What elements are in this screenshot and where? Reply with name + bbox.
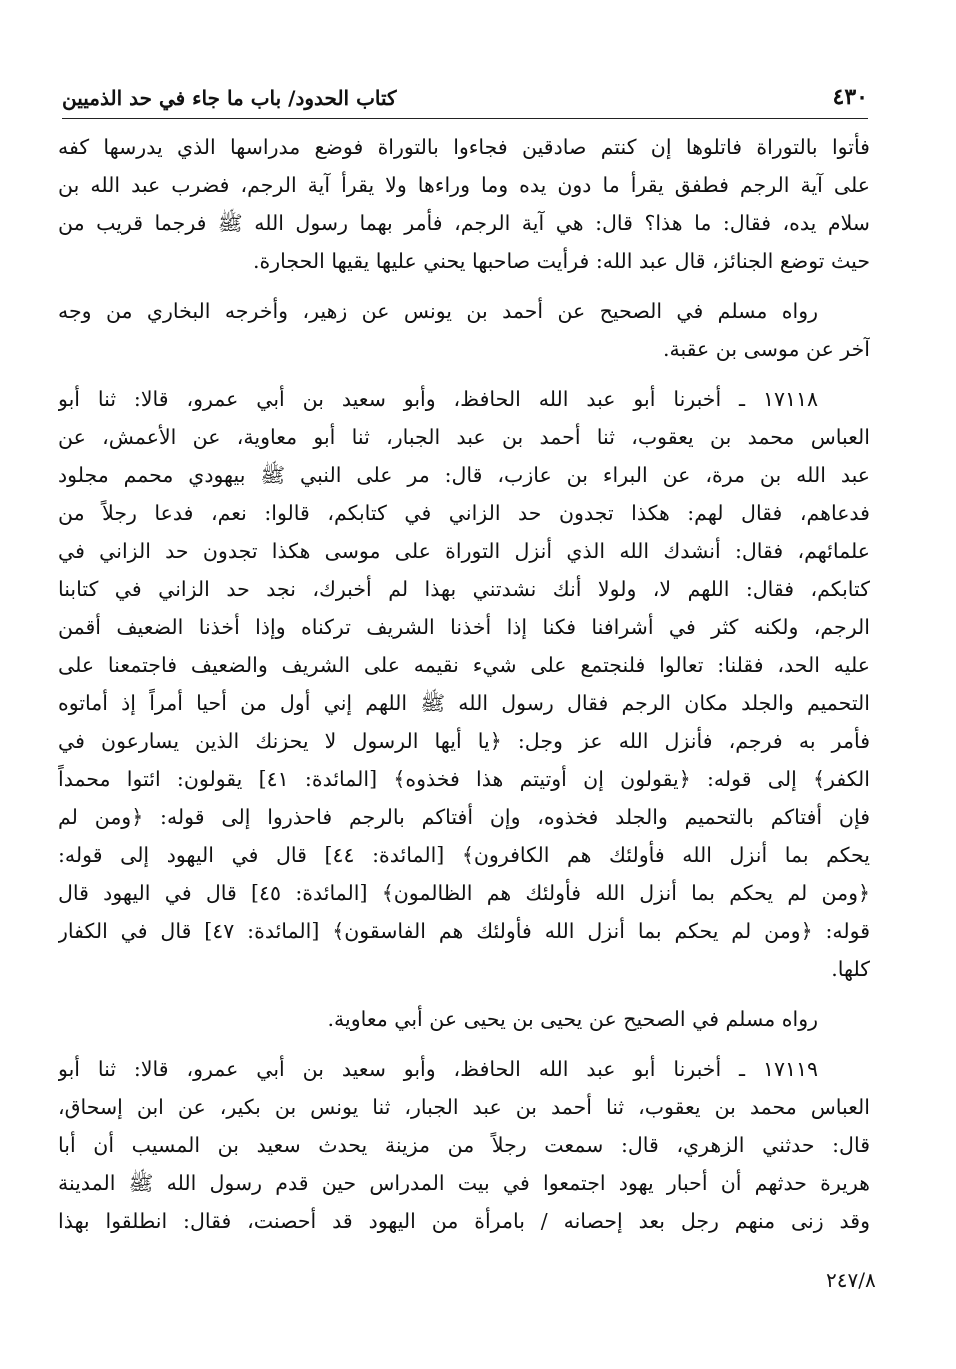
main-text [58, 128, 870, 1240]
text-line: فدعاهم، فقال لهم: هكذا تجدون حد الزاني في كتابكم، قالوا: نعم، فدعا رجلاً من [58, 501, 870, 525]
text-line: فأمر به فرجم، فأنزل الله عز وجل: ﴿يا أيها الرسول لا يحزنك الذين يسارعون في [58, 729, 870, 753]
text-line: الرجم، ولكنه كثر في أشرافنا فكنا إذا أخذنا الشريف تركناه وإذا أخذنا الضعيف أقمن [58, 615, 870, 639]
text-line: يحكم بما أنزل الله فأولئك هم الكافرون﴾ [المائدة: ٤٤] قال في اليهود إلى قوله: [58, 843, 870, 867]
text-line: فإن أفتاكم بالتحميم والجلد فخذوه، وإن أفتاكم بالرجم فاحذروا إلى قوله: ﴿ومن لم [58, 805, 870, 829]
text-line: الكفر﴾ إلى قوله: ﴿يقولون إن أوتيتم هذا فخذوه﴾ [المائدة: ٤١] يقولون: ائتوا محمداً [58, 767, 870, 791]
text-line: العباس محمد بن يعقوب، ثنا أحمد بن عبد الجبار، ثنا أبو معاوية، عن الأعمش، عن [58, 425, 870, 449]
text-line: حيث توضع الجنائز، قال عبد الله: فرأيت صاحبها يحني عليها يقيها الحجارة. [253, 249, 870, 273]
text-line: ١٧١١٩ ـ أخبرنا أبو عبد الله الحافظ، وأبو سعيد بن أبي عمرو، قالا: ثنا أبو [58, 1057, 818, 1081]
text-line: آخر عن موسى بن عقبة. [662, 337, 870, 361]
hadith-17119 [58, 1050, 870, 1240]
text-line: علمائهم، فقال: أنشدك الله الذي أنزل التوراة على موسى هكذا تجدون حد الزاني في [58, 539, 870, 563]
running-title: كتاب الحدود/ باب ما جاء في حد الذميين [62, 86, 397, 110]
text-line: سلام يده، فقال: ما هذا؟ قال: هي آية الرجم، فأمر بهما رسول الله ﷺ فرجما قريب من [58, 211, 870, 235]
text-line: رواه مسلم في الصحيح عن يحيى بن يحيى عن أبي معاوية. [327, 1007, 818, 1031]
text-line: هريرة حدثهم أن أحبار يهود اجتمعوا في بيت المدراس حين قدم رسول الله ﷺ المدينة [58, 1171, 870, 1195]
text-line: وقد زنى منهم رجل بعد إحصانه / بامرأة من اليهود قد أحصنت، فقال: انطلقوا بهذا [58, 1209, 870, 1233]
text-line: العباس محمد بن يعقوب، ثنا أحمد بن عبد الجبار، ثنا يونس بن بكير، عن ابن إسحاق، [58, 1095, 870, 1119]
text-line: ١٧١١٨ ـ أخبرنا أبو عبد الله الحافظ، وأبو سعيد بن أبي عمرو، قالا: ثنا أبو [58, 387, 818, 411]
page-header [62, 78, 868, 119]
paragraph-2 [58, 292, 870, 368]
page-number: ٤٣٠ [832, 84, 868, 110]
text-line: على آية الرجم فطفق يقرأ ما دون يده وما وراءها ولا يقرأ آية الرجم، فضرب عبد الله بن [58, 173, 870, 197]
text-line: قوله: ﴿ومن لم يحكم بما أنزل الله فأولئك هم الفاسقون﴾ [المائدة: ٤٧] قال في الكفار [58, 919, 870, 943]
text-line: التحميم والجلد مكان الرجم فقال رسول الله ﷺ اللهم إني أول من أحيا أمراً إذ أماتوه [58, 691, 870, 715]
text-line: رواه مسلم في الصحيح عن أحمد بن يونس عن زهير، وأخرجه البخاري من وجه [58, 299, 818, 323]
text-line: فأتوا بالتوراة فاتلوها إن كنتم صادقين فجاءوا بالتوراة فوضع مدراسها الذي يدرسها كفه [58, 135, 870, 159]
text-line: ﴿ومن لم يحكم بما أنزل الله فأولئك هم الظالمون﴾ [المائدة: ٤٥] قال في اليهود قال [58, 881, 870, 905]
text-line: كتابكم، فقال: اللهم لا، ولولا أنك نشدتني بهذا لم أخبرك، نجد حد الزاني في كتابنا [58, 577, 870, 601]
text-line: عليه الحد، فقلنا: تعالوا فلنجتمع على شيء نقيمه على الشريف والضعيف فاجتمعنا على [58, 653, 870, 677]
hadith-17118 [58, 380, 870, 988]
text-line: قال: حدثني الزهري، قال: سمعت رجلاً من مزينة يحدث سعيد بن المسيب أن أبا [58, 1133, 870, 1157]
text-line: كلها. [831, 957, 870, 981]
margin-reference: ٢٤٧/٨ [826, 1268, 876, 1292]
paragraph-1 [58, 128, 870, 280]
text-line: عبد الله بن مرة، عن البراء بن عازب، قال: مر على النبي ﷺ بيهودي محمم مجلود [58, 463, 870, 487]
paragraph-4 [58, 1000, 870, 1038]
